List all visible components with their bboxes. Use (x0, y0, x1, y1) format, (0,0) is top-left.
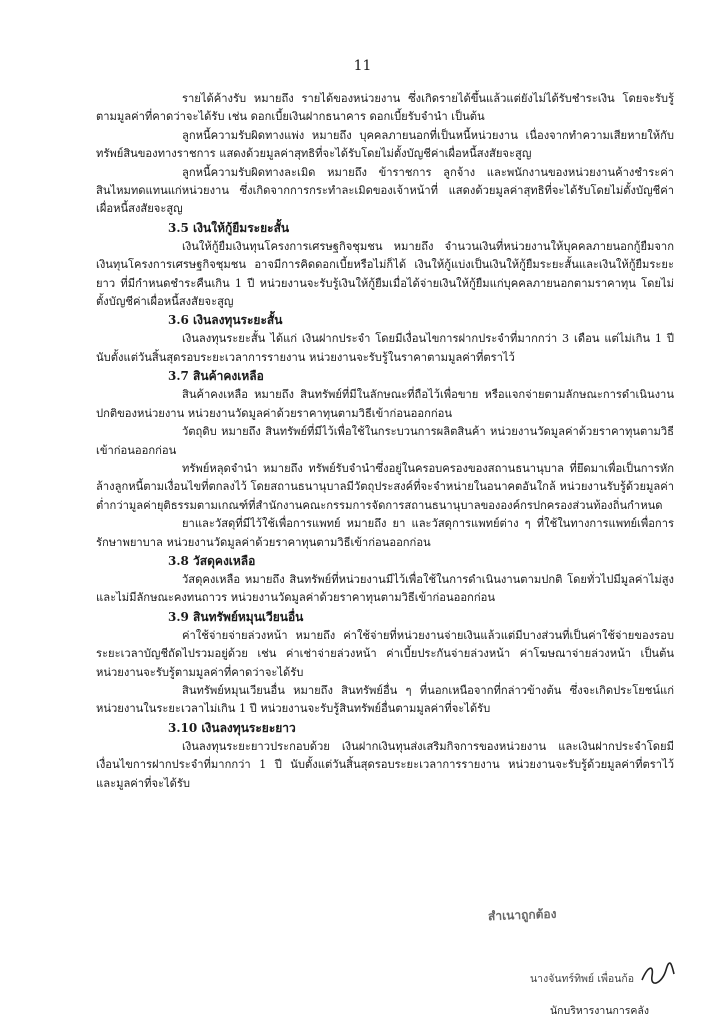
paragraph: เงินให้กู้ยืมเงินทุนโครงการเศรษฐกิจชุมชน หมายถึง จำนวนเงินที่หน่วยงานให้บุคคลภายนอกกู้ยืมจากเงินทุนโครงการเศรษฐกิจชุมชน อาจมีการคิดดอกเบี้ยหรือไม่ก็ได้ เงินให้กู้แบ่งเป็นเงินให้กู้ยืมระยะสั้นและเงินให้กู้ยืมระยะยาว ที่มีกำหนดชำระคืนเกิน 1 ปี หน่วยงานจะรับรู้เงินให้กู้ยืมเมื่อได้จ่ายเงินให้กู้ยืมแก่บุคคลภายนอกตามราคาทุน โดยไม่ตั้งบัญชีค่าเผื่อหนี้สงสัยจะสูญ (96, 239, 674, 309)
certified-copy-stamp: สำเนาถูกต้อง (487, 906, 557, 924)
section-heading: 3.10 เงินลงทุนระยะยาว (168, 720, 296, 735)
paragraph: รายได้ค้างรับ หมายถึง รายได้ของหน่วยงาน ซึ่งเกิดรายได้ขึ้นแล้วแต่ยังไม่ได้รับชำระเงิน โดยจะรับรู้ตามมูลค่าที่คาดว่าจะได้รับ เช่น ดอกเบี้ยเงินฝากธนาคาร ดอกเบี้ยรับจำนำ เป็นต้น (96, 92, 674, 124)
paragraph: ค่าใช้จ่ายจ่ายล่วงหน้า หมายถึง ค่าใช้จ่ายที่หน่วยงานจ่ายเงินแล้วแต่มีบางส่วนที่เป็นค่าใช้จ่ายของรอบระยะเวลาบัญชีถัดไปรวมอยู่ด้วย เช่น ค่าเช่าจ่ายล่วงหน้า ค่าเบี้ยประกันจ่ายล่วงหน้า ค่าโฆษณาจ่ายล่วงหน้า เป็นต้น หน่วยงานจะรับรู้ตามมูลค่าที่คาดว่าจะได้รับ (96, 628, 674, 679)
paragraph: ลูกหนี้ความรับผิดทางแพ่ง หมายถึง บุคคลภายนอกที่เป็นหนี้หน่วยงาน เนื่องจากทำความเสียหายให้กับทรัพย์สินของทางราชการ แสดงด้วยมูลค่าสุทธิที่จะได้รับโดยไม่ตั้งบัญชีค่าเผื่อหนี้สงสัยจะสูญ (96, 128, 674, 161)
page-number: 11 (353, 58, 372, 74)
paragraph: วัตถุดิบ หมายถึง สินทรัพย์ที่มีไว้เพื่อใช้ในกระบวนการผลิตสินค้า หน่วยงานวัดมูลค่าด้วยราคาทุนตามวิธีเข้าก่อนออกก่อน (96, 425, 674, 457)
signature-icon (640, 960, 676, 988)
paragraph: ทรัพย์หลุดจำนำ หมายถึง ทรัพย์รับจำนำซึ่งอยู่ในครอบครองของสถานธนานุบาล ที่ยึดมาเพื่อเป็นการหักล้างลูกหนี้ตามเงื่อนไขที่ตกลงไว้ โดยสถานธนานุบาลมีวัตถุประสงค์ที่จะจำหน่ายในอนาคตอันใกล้ หน่วยงานรับรู้ด้วยมูลค่าต่ำกว่ามูลค่ายุติธรรมตามเกณฑ์ที่สำนักงานคณะกรรมการจัดการสถานธนานุบาลขององค์กรปกครองส่วนท้องถิ่นกำหนด (96, 461, 674, 512)
paragraph: เงินลงทุนระยะยาวประกอบด้วย เงินฝากเงินทุนส่งเสริมกิจการของหน่วยงาน และเงินฝากประจำโดยมีเงื่อนไขการฝากประจำที่มากกว่า 1 ปี นับตั้งแต่วันสิ้นสุดรอบระยะเวลาการรายงาน หน่วยงานจะรับรู้ด้วยมูลค่าที่ตราไว้ และมูลค่าที่จะได้รับ (96, 739, 674, 790)
section-heading: 3.6 เงินลงทุนระยะสั้น (168, 313, 283, 328)
section-heading: 3.7 สินค้าคงเหลือ (168, 369, 264, 384)
paragraph: ลูกหนี้ความรับผิดทางละเมิด หมายถึง ข้าราชการ ลูกจ้าง และพนักงานของหน่วยงานค้างชำระค่าสินไหมทดแทนแก่หน่วยงาน ซึ่งเกิดจากการกระทำละเมิดของเจ้าหน้าที่ แสดงด้วยมูลค่าสุทธิที่จะได้รับโดยไม่ตั้งบัญชีค่าเผื่อหนี้สงสัยจะสูญ (96, 165, 674, 216)
signer-title: นักบริหารงานการคลัง (550, 1005, 649, 1017)
signer-name: นางจันทร์ทิพย์ เพื่อนก้อ (530, 973, 635, 985)
section-heading: 3.9 สินทรัพย์หมุนเวียนอื่น (168, 609, 304, 624)
paragraph: สินค้าคงเหลือ หมายถึง สินทรัพย์ที่มีในลักษณะที่ถือไว้เพื่อขาย หรือแจกจ่ายตามลักษณะการดำเนินงานปกติของหน่วยงาน หน่วยงานวัดมูลค่าด้วยราคาทุนตามวิธีเข้าก่อนออกก่อน (96, 388, 674, 420)
paragraph: วัสดุคงเหลือ หมายถึง สินทรัพย์ที่หน่วยงานมีไว้เพื่อใช้ในการดำเนินงานตามปกติ โดยทั่วไปมีมูลค่าไม่สูง และไม่มีลักษณะคงทนถาวร หน่วยงานวัดมูลค่าด้วยราคาทุนตามวิธีเข้าก่อนออกก่อน (96, 572, 674, 605)
document-body (96, 90, 674, 793)
paragraph: เงินลงทุนระยะสั้น ได้แก่ เงินฝากประจำ โดยมีเงื่อนไขการฝากประจำที่มากกว่า 3 เดือน แต่ไม่เกิน 1 ปี นับตั้งแต่วันสิ้นสุดรอบระยะเวลาการรายงาน หน่วยงานจะรับรู้ในราคาตามมูลค่าที่ตราไว้ (96, 332, 674, 364)
paragraph: สินทรัพย์หมุนเวียนอื่น หมายถึง สินทรัพย์อื่น ๆ ที่นอกเหนือจากที่กล่าวข้างต้น ซึ่งจะเกิดประโยชน์แก่หน่วยงานในระยะเวลาไม่เกิน 1 ปี หน่วยงานจะรับรู้สินทรัพย์อื่นตามมูลค่าที่จะได้รับ (96, 683, 674, 716)
section-heading: 3.5 เงินให้กู้ยืมระยะสั้น (168, 220, 290, 235)
section-heading: 3.8 วัสดุคงเหลือ (168, 553, 256, 568)
paragraph: ยาและวัสดุที่มีไว้ใช้เพื่อการแพทย์ หมายถึง ยา และวัสดุการแพทย์ต่าง ๆ ที่ใช้ในทางการแพทย์เพื่อการรักษาพยาบาล หน่วยงานวัดมูลค่าด้วยราคาทุนตามวิธีเข้าก่อนออกก่อน (96, 517, 674, 549)
